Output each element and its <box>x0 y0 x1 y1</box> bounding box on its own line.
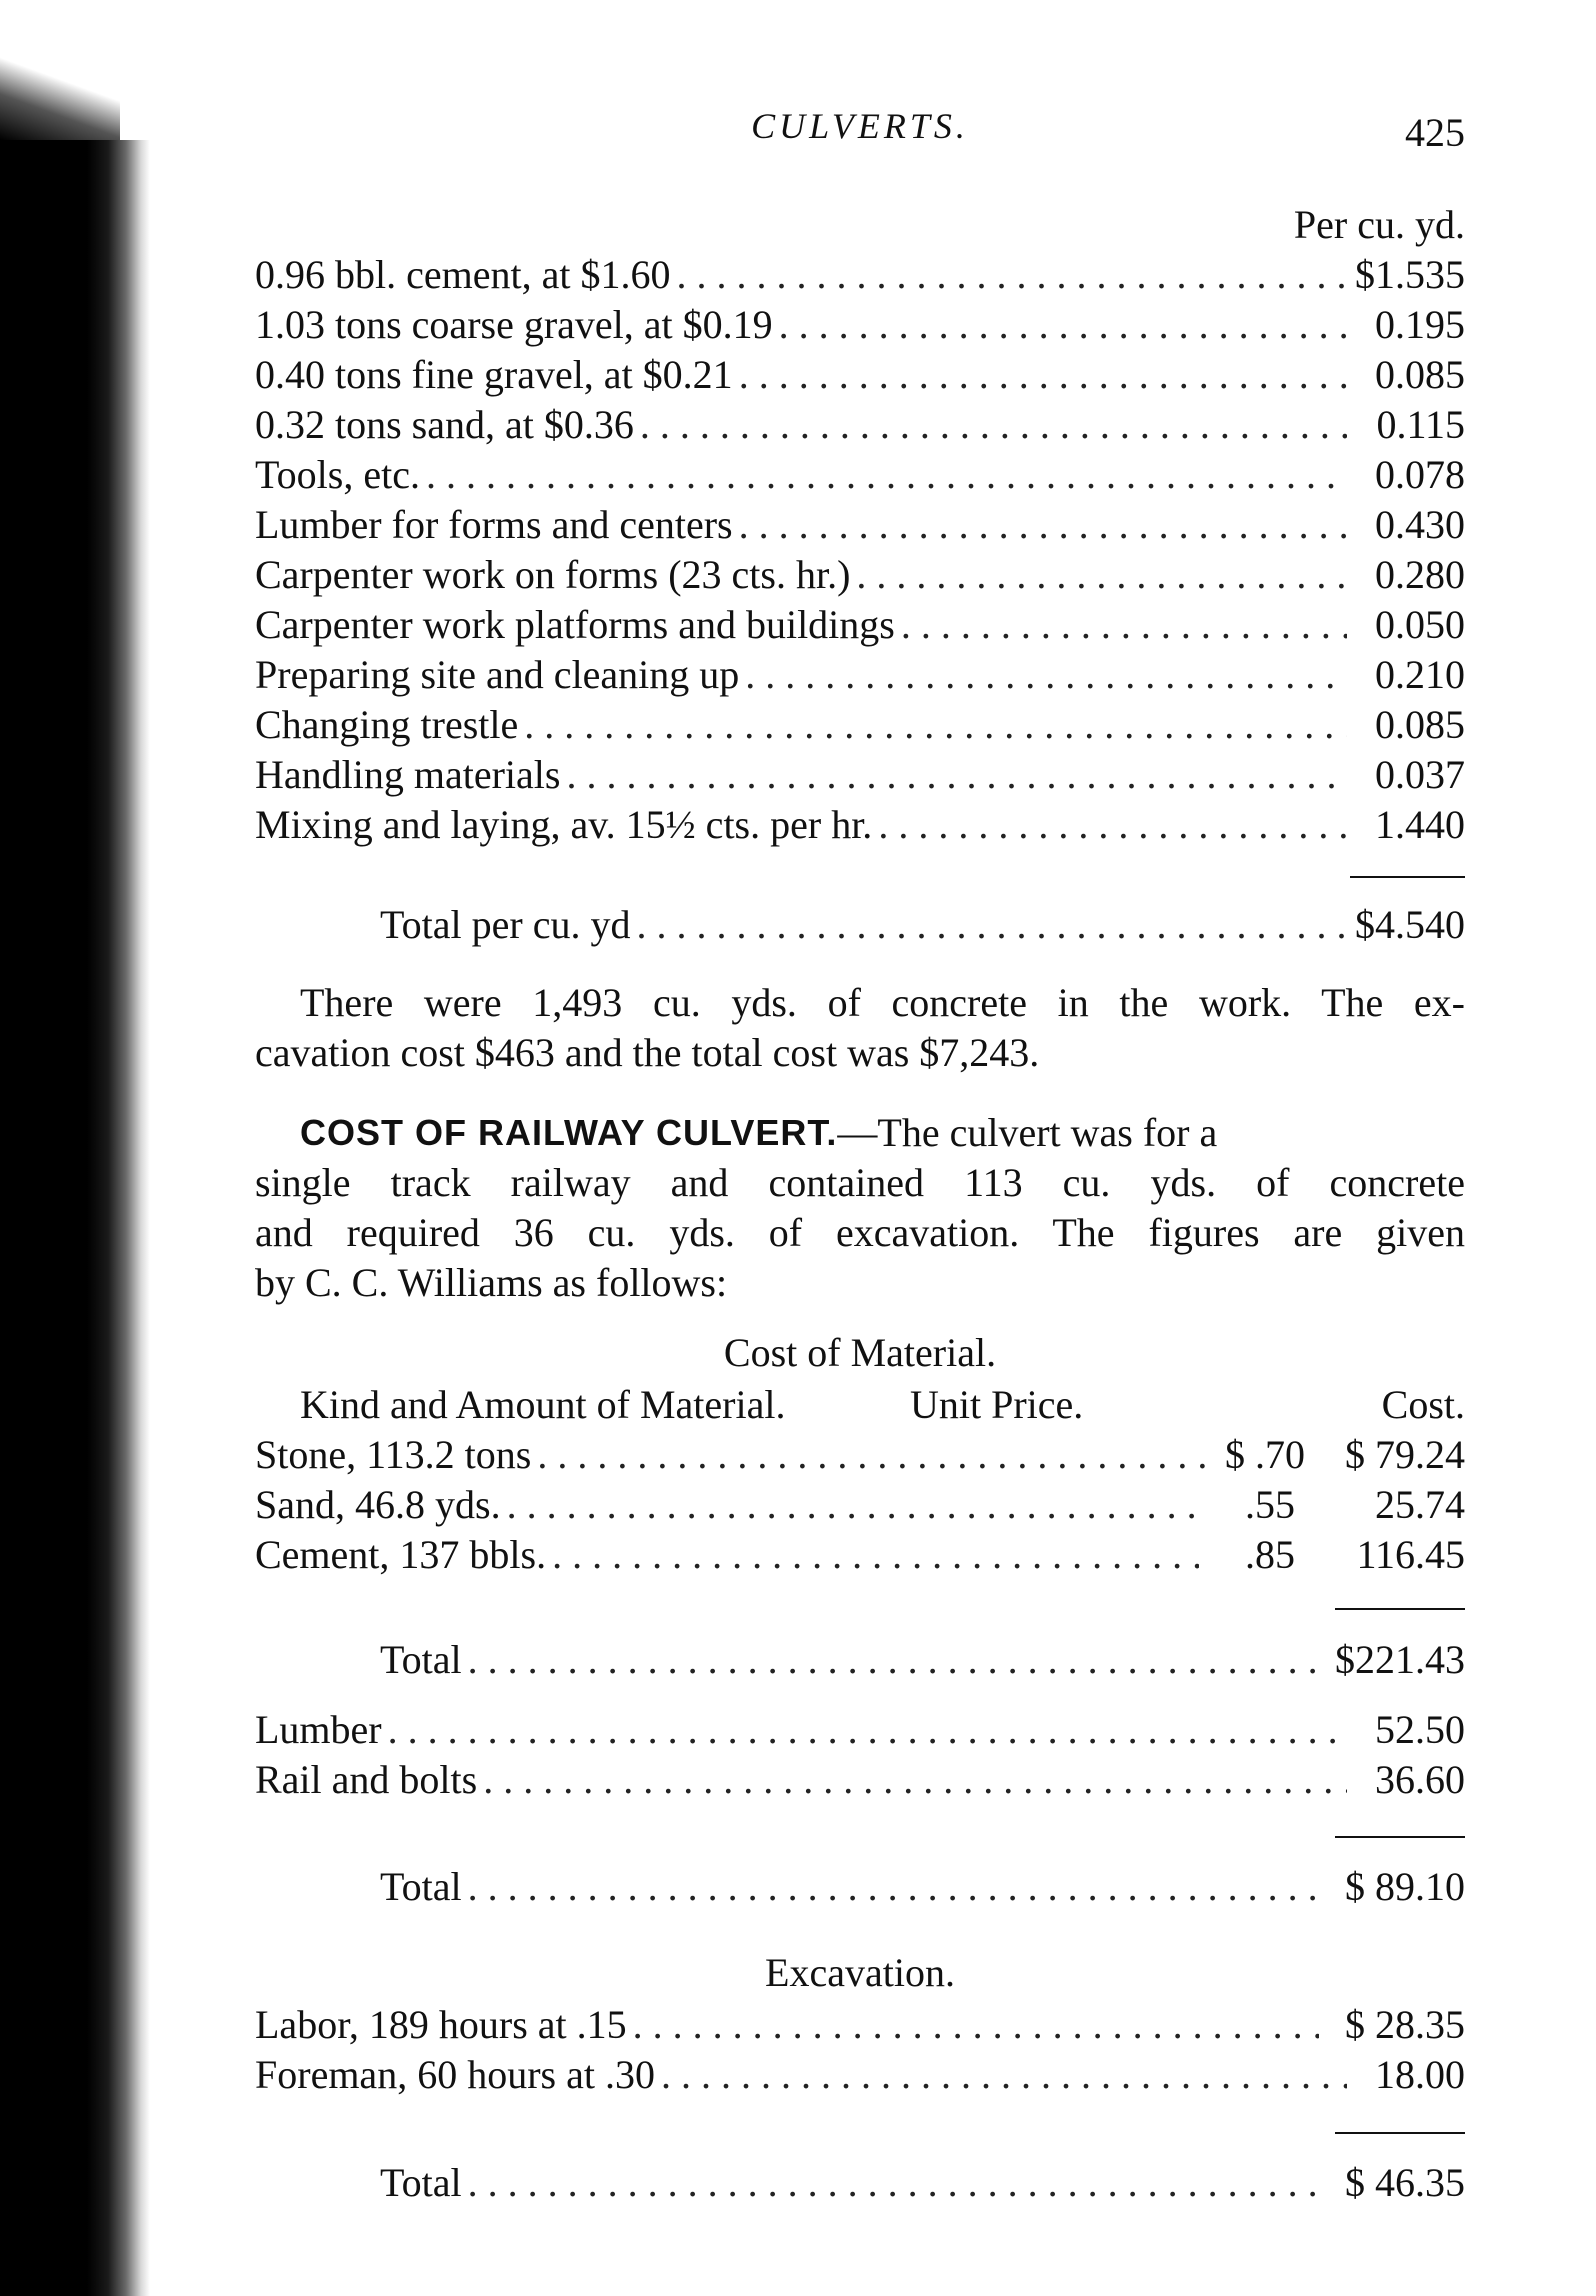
cost-row-label: Changing trestle <box>255 702 519 747</box>
cost-row-amount: 1.440 <box>1375 802 1465 847</box>
cost-row <box>255 450 1465 500</box>
section-heading: COST OF RAILWAY CULVERT. <box>300 1112 838 1153</box>
cost-row-amount: 0.115 <box>1376 402 1465 447</box>
total-row <box>255 900 1465 950</box>
page-header <box>255 105 1465 165</box>
cost-row-label: Lumber <box>255 1707 382 1752</box>
scan-binding-shadow-top <box>0 0 120 140</box>
material-row <box>255 1530 1465 1580</box>
cost-row-amount: 0.037 <box>1375 752 1465 797</box>
cost-row <box>255 750 1465 800</box>
cost-row-label: Handling materials <box>255 752 561 797</box>
cost-row-label: Carpenter work on forms (23 cts. hr.) <box>255 552 851 597</box>
total-amount: $ 46.35 <box>1345 2160 1465 2205</box>
cost-row <box>255 250 1465 300</box>
sum-rule <box>1335 1608 1465 1610</box>
material-unit-price: .85 <box>1245 1532 1295 1577</box>
cost-row-amount: 0.085 <box>1375 702 1465 747</box>
total-amount: $221.43 <box>1335 1637 1465 1682</box>
cost-row <box>255 1705 1465 1755</box>
cost-row <box>255 500 1465 550</box>
material-label: Sand, 46.8 yds. <box>255 1482 501 1527</box>
cost-row <box>255 1755 1465 1805</box>
cost-row <box>255 350 1465 400</box>
paragraph-line: There were 1,493 cu. yds. of concrete in the work. The ex- <box>300 980 1465 1025</box>
sum-rule <box>1335 1836 1465 1838</box>
material-row <box>255 1430 1465 1480</box>
cost-row-amount: 36.60 <box>1375 1757 1465 1802</box>
cost-row-amount: 0.085 <box>1375 352 1465 397</box>
material-row <box>255 1480 1465 1530</box>
cost-row <box>255 400 1465 450</box>
excavation-table-title: Excavation. <box>765 1950 955 1995</box>
per-cu-yd-column-header: Per cu. yd. <box>1293 202 1465 247</box>
cost-row <box>255 2000 1465 2050</box>
material-cost: 25.74 <box>1375 1482 1465 1527</box>
cost-row <box>255 700 1465 750</box>
cost-row-label: 0.40 tons fine gravel, at $0.21 <box>255 352 733 397</box>
header-unit-price: Unit Price. <box>910 1382 1084 1427</box>
cost-row-amount: 0.195 <box>1375 302 1465 347</box>
total-amount: $ 89.10 <box>1345 1864 1465 1909</box>
paragraph-line: single track railway and contained 113 cu. yds. of concrete <box>255 1160 1465 1205</box>
cost-row-amount: 0.078 <box>1375 452 1465 497</box>
cost-row-amount: $1.535 <box>1355 252 1465 297</box>
total-label: Total <box>380 1637 462 1682</box>
material-cost: 116.45 <box>1356 1532 1465 1577</box>
total-row <box>255 1635 1465 1685</box>
scan-binding-shadow <box>0 140 150 2296</box>
total-label: Total <box>380 2160 462 2205</box>
cost-row <box>255 600 1465 650</box>
cost-row-amount: 0.430 <box>1375 502 1465 547</box>
page-number: 425 <box>1405 110 1465 155</box>
cost-row <box>255 2050 1465 2100</box>
header-cost: Cost. <box>1381 1382 1465 1427</box>
total-row <box>255 2158 1465 2208</box>
total-amount: $4.540 <box>1355 902 1465 947</box>
cost-row <box>255 300 1465 350</box>
cost-row-label: Preparing site and cleaning up <box>255 652 740 697</box>
paragraph-line: by C. C. Williams as follows: <box>255 1260 728 1305</box>
cost-row-amount: 18.00 <box>1375 2052 1465 2097</box>
cost-row-amount: 0.050 <box>1375 602 1465 647</box>
cost-row-label: Rail and bolts <box>255 1757 478 1802</box>
material-table-headers <box>255 1380 1465 1430</box>
cost-row-label: 0.96 bbl. cement, at $1.60 <box>255 252 671 297</box>
cost-row <box>255 800 1465 850</box>
running-head: CULVERTS. <box>751 106 969 146</box>
cost-row <box>255 550 1465 600</box>
material-label: Cement, 137 bbls. <box>255 1532 547 1577</box>
total-label: Total per cu. yd <box>380 902 631 947</box>
section-line-text: —The culvert was for a <box>837 1110 1218 1155</box>
cost-row-amount: 0.210 <box>1375 652 1465 697</box>
total-row <box>255 1862 1465 1912</box>
cost-row-amount: 0.280 <box>1375 552 1465 597</box>
cost-row-label: Labor, 189 hours at .15 <box>255 2002 627 2047</box>
material-cost: $ 79.24 <box>1345 1432 1465 1477</box>
cost-row-label: Foreman, 60 hours at .30 <box>255 2052 655 2097</box>
paragraph-line: cavation cost $463 and the total cost was $7,243. <box>255 1030 1040 1075</box>
cost-row-amount: $ 28.35 <box>1345 2002 1465 2047</box>
cost-row-label: Mixing and laying, av. 15½ cts. per hr. <box>255 802 873 847</box>
total-label: Total <box>380 1864 462 1909</box>
cost-row-label: Carpenter work platforms and buildings <box>255 602 895 647</box>
cost-row-label: Lumber for forms and centers <box>255 502 733 547</box>
sum-rule <box>1350 876 1465 878</box>
cost-row-amount: 52.50 <box>1375 1707 1465 1752</box>
material-label: Stone, 113.2 tons <box>255 1432 532 1477</box>
cost-row <box>255 650 1465 700</box>
sum-rule <box>1335 2132 1465 2134</box>
paragraph-line: and required 36 cu. yds. of excavation. The figures are given <box>255 1210 1465 1255</box>
cost-row-label: 0.32 tons sand, at $0.36 <box>255 402 634 447</box>
header-kind: Kind and Amount of Material. <box>300 1382 786 1427</box>
section-first-line <box>255 1108 1465 1158</box>
material-unit-price: .55 <box>1245 1482 1295 1527</box>
book-page <box>255 0 1465 2296</box>
cost-row-label: Tools, etc. <box>255 452 420 497</box>
material-table-title: Cost of Material. <box>723 1330 997 1375</box>
material-unit-price: $ .70 <box>1225 1432 1305 1477</box>
cost-row-label: 1.03 tons coarse gravel, at $0.19 <box>255 302 773 347</box>
